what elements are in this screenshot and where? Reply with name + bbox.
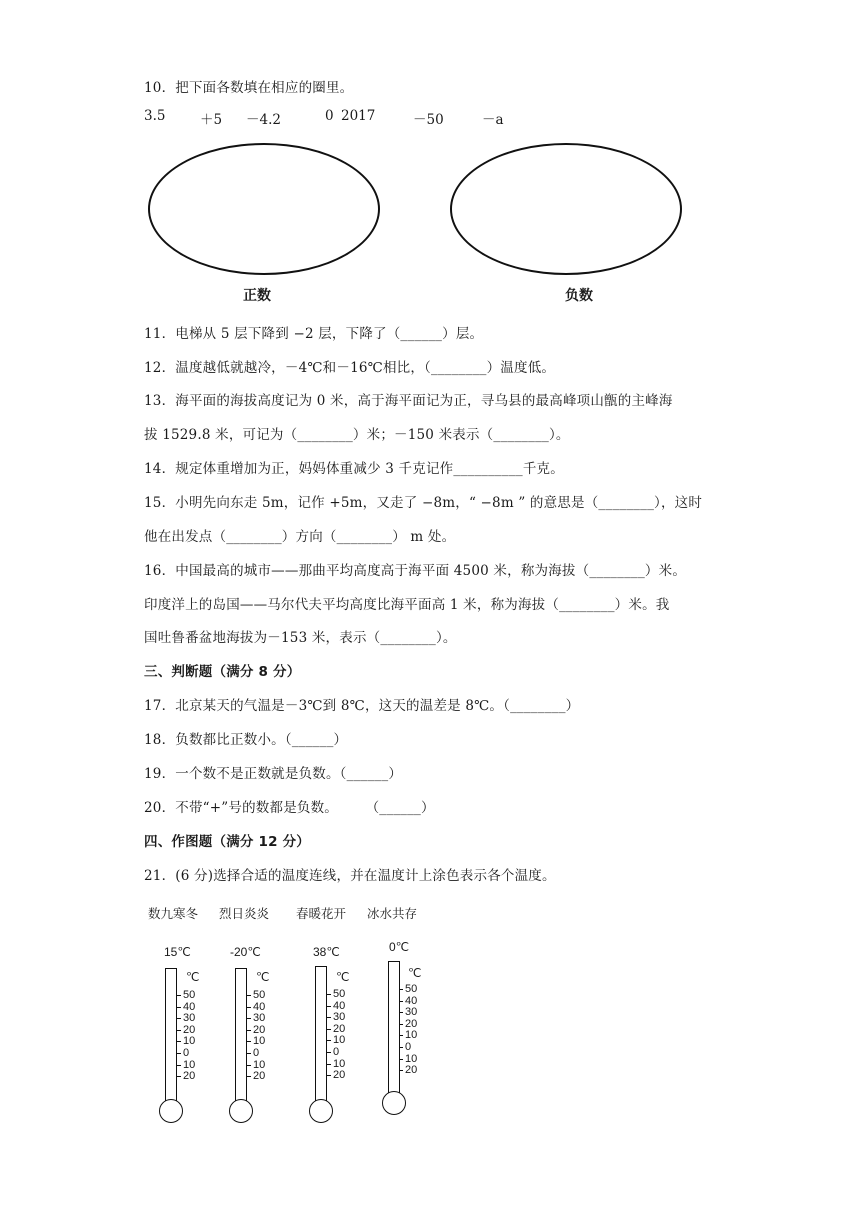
question-11: 11．电梯从 5 层下降到 −2 层，下降了（______）层。 [144,326,484,342]
thermometer-tube[interactable] [165,968,177,1107]
number-item: －a [482,112,504,128]
question-19: 19．一个数不是正数就是负数。（______） [144,766,403,782]
number-list [144,108,564,126]
question-18: 18．负数都比正数小。（______） [144,732,348,748]
question-14: 14．规定体重增加为正，妈妈体重减少 3 千克记作__________千克。 [144,461,564,477]
scale-tick: 50 [399,984,417,996]
scale-tick: 20 [327,1070,345,1082]
scale-tick: 20 [247,1025,265,1037]
thermometer-scale [177,990,195,1083]
scale-tick: 20 [177,1025,195,1037]
thermometer[interactable] [158,940,228,1125]
question-15-line-2: 他在出发点（________）方向（________） m 处。 [144,529,456,545]
thermometer-tube[interactable] [235,968,247,1107]
thermometer-scale [327,989,345,1082]
scale-tick: 0 [327,1047,345,1059]
thermometer-bulb [159,1099,183,1123]
question-20: 20．不带“+”号的数都是负数。 （______） [144,800,435,816]
number-item: 2017 [341,108,376,124]
scale-tick: 20 [327,1024,345,1036]
thermometer-bulb [382,1091,406,1115]
number-item: －50 [413,112,444,128]
thermometer-unit: ℃ [408,966,422,980]
question-16-line-3: 国吐鲁番盆地海拔为－153 米，表示（________）。 [144,630,457,646]
thermometer-temp: 38℃ [313,945,340,959]
number-item: ＋5 [200,112,223,128]
scale-tick: 20 [247,1071,265,1083]
question-13-line-1: 13．海平面的海拔高度记为 0 米，高于海平面记为正，寻乌县的最高峰项山甑的主峰海 [144,393,673,409]
scale-tick: 20 [399,1065,417,1077]
scale-tick: 50 [247,990,265,1002]
thermometer-unit: ℃ [336,970,350,984]
scale-tick: 10 [399,1030,417,1042]
scale-tick: 30 [399,1007,417,1019]
scale-tick: 10 [247,1060,265,1072]
scale-tick: 10 [327,1035,345,1047]
question-15-line-1: 15．小明先向东走 5m，记作 +5m，又走了 −8m，“ −8m ” 的意思是（________），这时 [144,495,703,511]
negative-circle[interactable] [450,143,682,275]
thermometer-scale [247,990,265,1083]
thermometer-temp: 0℃ [389,940,410,954]
number-item: －4.2 [246,112,281,128]
thermometer-unit: ℃ [186,970,200,984]
scale-tick: 10 [177,1060,195,1072]
thermometer-tube[interactable] [315,966,327,1107]
thermometer-scale [399,984,417,1077]
positive-circle[interactable] [148,143,380,275]
thermometer-unit: ℃ [256,970,270,984]
scale-tick: 40 [247,1002,265,1014]
scale-tick: 10 [399,1054,417,1066]
question-17: 17．北京某天的气温是－3℃到 8℃，这天的温差是 8℃。（________） [144,698,580,714]
thermometer[interactable] [381,936,451,1121]
question-16-line-2: 印度洋上的岛国——马尔代夫平均高度比海平面高 1 米，称为海拔（________）米。我 [144,597,670,613]
season-label[interactable]: 数九寒冬 [148,906,199,921]
scale-tick: 10 [177,1036,195,1048]
season-label[interactable]: 烈日炎炎 [219,906,270,921]
scale-tick: 40 [327,1001,345,1013]
scale-tick: 0 [399,1042,417,1054]
thermometer-temp: -20℃ [230,945,261,959]
negative-label: 负数 [565,288,593,304]
section-3-heading: 三、判断题（满分 8 分） [144,664,301,680]
number-item: 3.5 [144,108,166,124]
thermometer-bulb [229,1099,253,1123]
thermometer-temp: 15℃ [164,945,191,959]
scale-tick: 40 [399,996,417,1008]
scale-tick: 50 [327,989,345,1001]
scale-tick: 30 [327,1012,345,1024]
question-10: 10．把下面各数填在相应的圈里。 [144,80,354,96]
question-16-line-1: 16．中国最高的城市——那曲平均高度高于海平面 4500 米，称为海拔（________）米。 [144,563,687,579]
season-label[interactable]: 春暖花开 [296,906,347,921]
scale-tick: 0 [247,1048,265,1060]
thermometer[interactable] [308,940,378,1125]
section-4-heading: 四、作图题（满分 12 分） [144,834,310,850]
positive-label: 正数 [243,288,271,304]
question-21: 21．(6 分)选择合适的温度连线，并在温度计上涂色表示各个温度。 [144,868,556,884]
scale-tick: 0 [177,1048,195,1060]
thermometer-bulb [309,1099,333,1123]
question-13-line-2: 拔 1529.8 米，可记为（________）米；－150 米表示（________）。 [144,427,570,443]
scale-tick: 30 [247,1013,265,1025]
scale-tick: 50 [177,990,195,1002]
thermometer[interactable] [229,940,299,1125]
scale-tick: 10 [247,1036,265,1048]
scale-tick: 20 [177,1071,195,1083]
scale-tick: 10 [327,1059,345,1071]
number-item: 0 [325,108,334,124]
scale-tick: 30 [177,1013,195,1025]
scale-tick: 40 [177,1002,195,1014]
season-label[interactable]: 冰水共存 [367,906,418,921]
question-12: 12．温度越低就越冷，－4℃和－16℃相比，（________）温度低。 [144,360,556,376]
scale-tick: 20 [399,1019,417,1031]
